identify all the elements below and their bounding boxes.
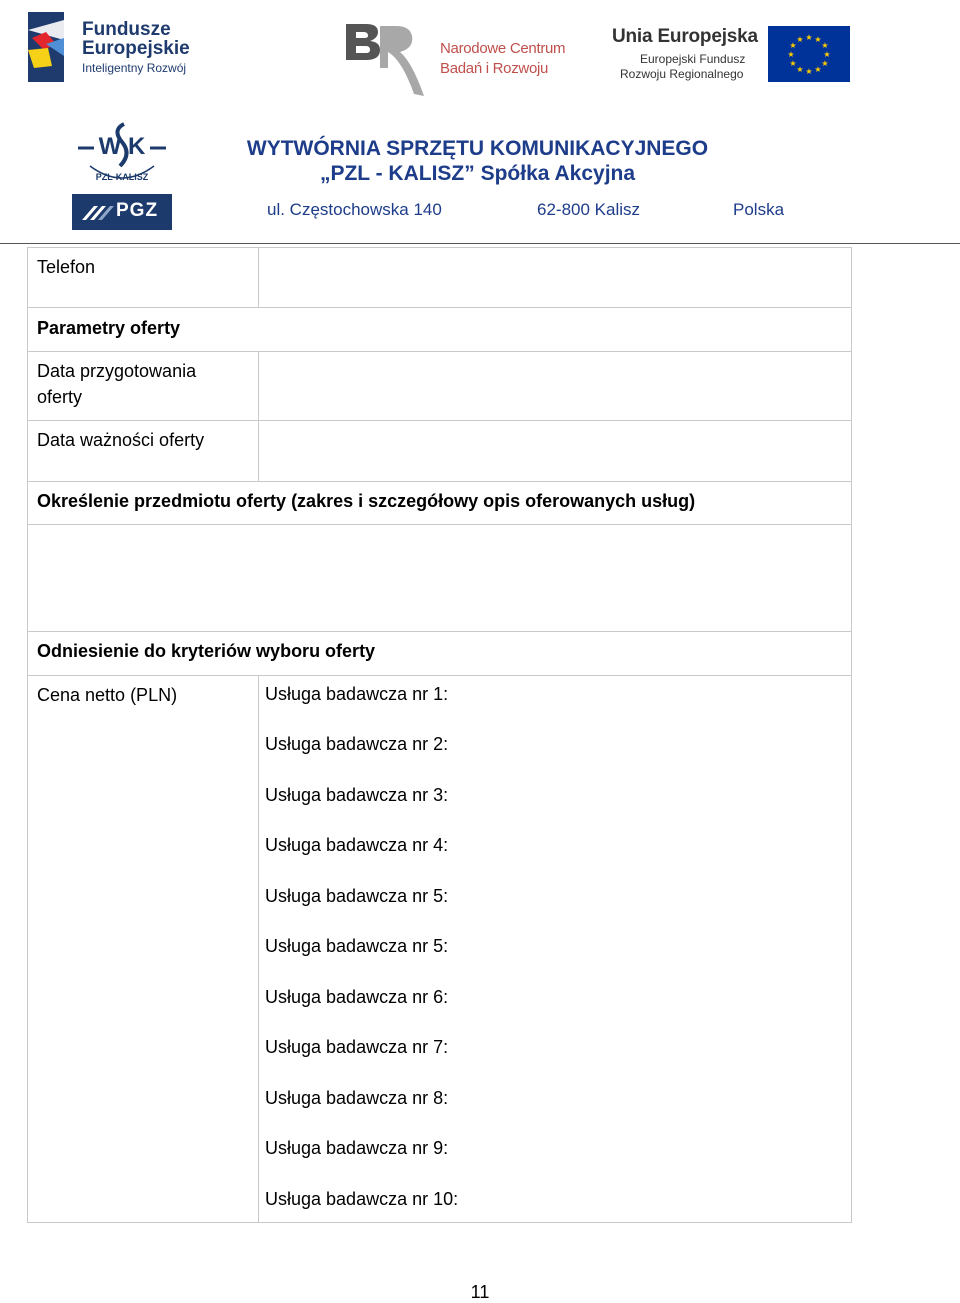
column-divider bbox=[258, 676, 259, 1222]
label-parametry-oferty: Parametry oferty bbox=[37, 318, 181, 338]
label-data-waznosci: Data ważności oferty bbox=[37, 430, 205, 450]
company-name: WYTWÓRNIA SPRZĘTU KOMUNIKACYJNEGO bbox=[246, 137, 709, 160]
svg-text:★: ★ bbox=[823, 50, 831, 59]
label-okreslenie-przedmiotu: Określenie przedmiotu oferty (zakres i szczegółowy opis oferowanych usług) bbox=[37, 491, 696, 511]
usluga-item: Usługa badawcza nr 4: bbox=[265, 835, 449, 855]
page-number: 11 bbox=[470, 1282, 490, 1302]
svg-text:★: ★ bbox=[789, 59, 797, 68]
label-odniesienie-kryteriow: Odniesienie do kryteriów wyboru oferty bbox=[37, 641, 376, 661]
usluga-item: Usługa badawcza nr 1: bbox=[265, 684, 449, 704]
svg-text:★: ★ bbox=[805, 33, 813, 42]
fe-star-icon bbox=[26, 10, 78, 84]
label-data-przygotowania bbox=[37, 358, 196, 410]
wsk-pgz-logo bbox=[72, 118, 172, 232]
label-telefon: Telefon bbox=[37, 257, 96, 277]
usluga-item: Usługa badawcza nr 7: bbox=[265, 1037, 449, 1057]
svg-text:★: ★ bbox=[787, 50, 795, 59]
label-cena-netto: Cena netto (PLN) bbox=[37, 685, 178, 705]
pgz-label: PGZ bbox=[116, 200, 159, 221]
fe-line1: Fundusze bbox=[82, 19, 171, 40]
label-data-przygotowania-line1: Data przygotowania bbox=[37, 361, 197, 381]
address-city: 62-800 Kalisz bbox=[537, 200, 641, 219]
usluga-item: Usługa badawcza nr 2: bbox=[265, 734, 449, 754]
row-okreslenie-przedmiotu bbox=[27, 481, 852, 525]
row-parametry-oferty bbox=[27, 307, 852, 352]
ncbr-line1: Narodowe Centrum bbox=[440, 40, 566, 57]
ncbr-br-icon bbox=[340, 16, 436, 102]
column-divider bbox=[258, 352, 259, 420]
row-opis-przedmiotu bbox=[27, 524, 852, 632]
ue-line2: Europejski Fundusz bbox=[640, 52, 746, 66]
usluga-item: Usługa badawcza nr 10: bbox=[265, 1189, 459, 1209]
pgz-badge bbox=[72, 194, 172, 230]
usluga-item: Usługa badawcza nr 3: bbox=[265, 785, 449, 805]
fe-line2: Europejskie bbox=[82, 38, 190, 59]
fe-line3: Inteligentny Rozwój bbox=[82, 61, 187, 75]
svg-text:★: ★ bbox=[789, 41, 797, 50]
row-telefon bbox=[27, 247, 852, 308]
row-data-przygotowania bbox=[27, 351, 852, 421]
eu-flag-icon bbox=[768, 26, 850, 82]
header-divider bbox=[0, 243, 960, 244]
svg-text:★: ★ bbox=[814, 35, 822, 44]
usluga-item: Usługa badawcza nr 8: bbox=[265, 1088, 449, 1108]
label-data-przygotowania-line2: oferty bbox=[37, 387, 83, 407]
fundusze-europejskie-logo bbox=[26, 10, 206, 86]
svg-text:W K: W K bbox=[98, 133, 146, 160]
column-divider bbox=[258, 248, 259, 307]
wsk-emblem-icon bbox=[72, 118, 172, 190]
usluga-item: Usługa badawcza nr 6: bbox=[265, 987, 449, 1007]
svg-text:★: ★ bbox=[814, 65, 822, 74]
usluga-item: Usługa badawcza nr 9: bbox=[265, 1138, 449, 1158]
svg-text:PZL-KALISZ: PZL-KALISZ bbox=[95, 172, 149, 182]
svg-text:★: ★ bbox=[805, 67, 813, 76]
column-divider bbox=[258, 421, 259, 481]
ue-line1: Unia Europejska bbox=[612, 26, 758, 47]
ue-line3: Rozwoju Regionalnego bbox=[620, 67, 744, 81]
address-country: Polska bbox=[733, 200, 785, 219]
svg-text:★: ★ bbox=[796, 35, 804, 44]
pgz-chevron-icon bbox=[76, 194, 116, 230]
svg-text:★: ★ bbox=[796, 65, 804, 74]
row-odniesienie-kryteriow bbox=[27, 631, 852, 676]
row-data-waznosci bbox=[27, 420, 852, 482]
usluga-item: Usługa badawcza nr 5: bbox=[265, 886, 449, 906]
unia-europejska-logo bbox=[610, 24, 855, 86]
ncbr-line2: Badań i Rozwoju bbox=[440, 60, 549, 77]
svg-text:★: ★ bbox=[821, 41, 829, 50]
usluga-item: Usługa badawcza nr 5: bbox=[265, 936, 449, 956]
ncbr-logo bbox=[340, 16, 566, 102]
svg-text:★: ★ bbox=[821, 59, 829, 68]
address-street: ul. Częstochowska 140 bbox=[267, 200, 442, 219]
company-form: „PZL - KALISZ” Spółka Akcyjna bbox=[319, 162, 636, 185]
